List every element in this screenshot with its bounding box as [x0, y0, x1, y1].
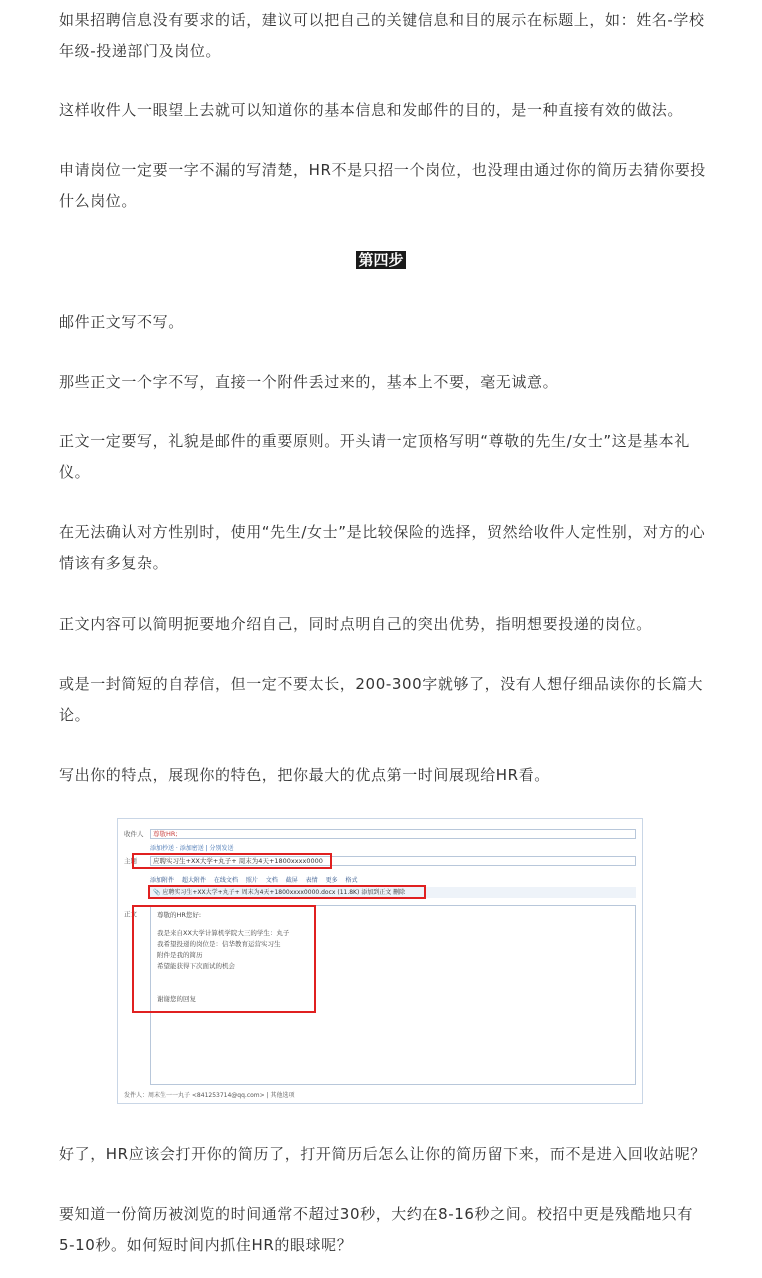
step-heading: 第四步 — [358, 251, 404, 269]
paragraph: 好了，HR应该会打开你的简历了，打开简历后怎么让你的简历留下来，而不是进入回收站呢？ — [59, 1145, 706, 1163]
body-line: 我是来自XX大学计算机学院大三的学生：丸子 — [157, 929, 290, 937]
body-label: 正文 — [124, 910, 137, 918]
sender-footer: 发件人：周末生一一丸子 <841253714@qq.com> | 其他选项 — [124, 1092, 295, 1099]
toolbar-item: 照片 — [245, 877, 258, 884]
toolbar-item: 格式 — [345, 877, 358, 884]
paragraph: 如果招聘信息没有要求的话，建议可以把自己的关键信息和目的展示在标题上，如：姓名-学校年级-投递部门及岗位。 — [59, 11, 705, 60]
toolbar-item: 截屏 — [285, 877, 298, 884]
highlight-box — [132, 853, 332, 869]
toolbar-item: 在线文档 — [213, 877, 238, 884]
paperclip-icon: 📎 — [153, 889, 161, 896]
cc-links: 添加抄送 · 添加密送 | 分别发送 — [150, 845, 234, 852]
subject-field: 应聘实习生+XX大学+丸子+ 周末为4天+1800xxxx0000 — [150, 856, 636, 866]
body-line: 希望能获得下次面试的机会 — [157, 962, 235, 970]
body-line: 附件是我的简历 — [157, 951, 203, 959]
paragraph: 邮件正文写不写。 — [59, 313, 184, 331]
recipient-field: 尊敬HR; — [150, 829, 636, 839]
body-line: 谢谢您的回复 — [157, 995, 196, 1003]
highlight-box — [148, 885, 426, 899]
compose-toolbar — [150, 875, 364, 884]
toolbar-item: 超大附件 — [181, 877, 206, 884]
toolbar-item: 文档 — [265, 877, 278, 884]
body-line: 我希望投递的岗位是：信华教育运营实习生 — [157, 940, 281, 948]
toolbar-item: 更多 — [325, 877, 338, 884]
recipient-label: 收件人 — [124, 830, 144, 838]
paragraph: 要知道一份简历被浏览的时间通常不超过30秒，大约在8-16秒之间。校招中更是残酷地只有5-10秒。如何短时间内抓住HR的眼球呢？ — [59, 1205, 693, 1254]
body-line: 尊敬的HR您好: — [157, 911, 202, 919]
paragraph: 申请岗位一定要一字不漏的写清楚，HR不是只招一个岗位，也没理由通过你的简历去猜你要投什么岗位。 — [59, 161, 706, 210]
paragraph: 写出你的特点，展现你的特色，把你最大的优点第一时间展现给HR看。 — [59, 766, 550, 784]
paragraph: 正文内容可以简明扼要地介绍自己，同时点明自己的突出优势，指明想要投递的岗位。 — [59, 615, 652, 633]
paragraph: 在无法确认对方性别时，使用“先生/女士”是比较保险的选择，贸然给收件人定性别，对方的心情该有多复杂。 — [59, 523, 706, 572]
paragraph: 或是一封简短的自荐信，但一定不要太长，200-300字就够了，没有人想仔细品读你的长篇大论。 — [59, 675, 704, 724]
paragraph: 这样收件人一眼望上去就可以知道你的基本信息和发邮件的目的，是一种直接有效的做法。 — [59, 101, 684, 119]
paragraph: 那些正文一个字不写，直接一个附件丢过来的，基本上不要，毫无诚意。 — [59, 373, 559, 391]
attachment-name: 应聘实习生+XX大学+丸子+ 周末为4天+1800xxxx0000.docx (11.8K) 添加到正文 删除 — [162, 889, 406, 896]
highlight-box — [132, 905, 316, 1013]
subject-label: 主题 — [124, 857, 137, 865]
mail-compose-screenshot — [117, 818, 643, 1104]
paragraph: 正文一定要写，礼貌是邮件的重要原则。开头请一定顶格写明“尊敬的先生/女士”这是基本礼仪。 — [59, 432, 690, 481]
toolbar-item: 表情 — [305, 877, 318, 884]
toolbar-item: 添加附件 — [150, 877, 175, 884]
